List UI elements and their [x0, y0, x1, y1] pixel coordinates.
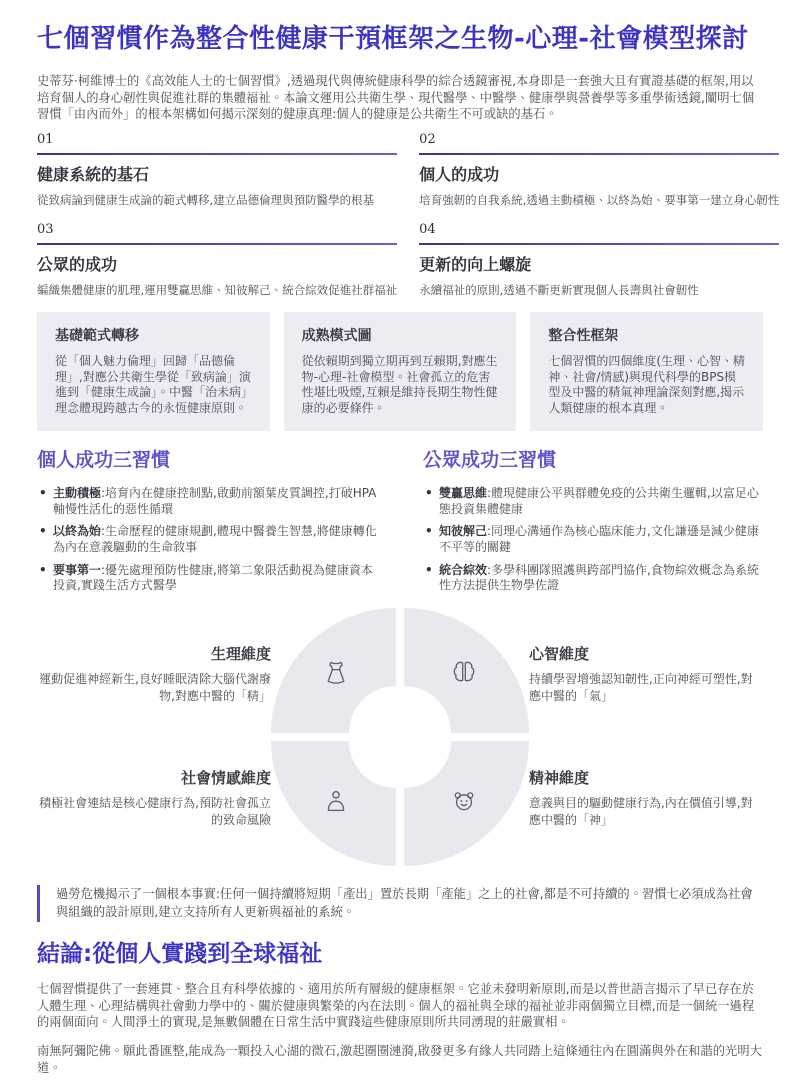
section-number: 04 — [419, 222, 436, 238]
private-victory-column — [37, 449, 377, 600]
donut-quadrant-spiritual — [404, 741, 529, 866]
card-body: 從依賴期到獨立期再到互賴期,對應生物-心理-社會模型。社會孤立的危害性堪比吸煙,互賴是維持長期生物性健康的必要條件。 — [301, 354, 498, 415]
four-dimensions-diagram — [37, 605, 763, 877]
column-heading: 公眾成功三習慣 — [423, 449, 557, 472]
section-divider — [37, 243, 397, 245]
section-title: 公眾的成功 — [37, 254, 118, 274]
concept-cards — [37, 312, 763, 432]
public-victory-column — [423, 449, 763, 600]
habit-term: 知彼解己 — [439, 524, 488, 539]
section-title: 個人的成功 — [419, 165, 500, 185]
dimension-title: 心智維度 — [529, 644, 590, 663]
section-description: 永續福祉的原則,透過不斷更新實現個人長壽與社會韌性 — [419, 282, 699, 297]
habit-text: :同理心溝通作為核心臨床能力,文化謙遜是減少健康不平等的關鍵 — [439, 524, 759, 555]
column-heading: 個人成功三習慣 — [37, 449, 171, 472]
card-body: 從「個人魅力倫理」回歸「品德倫理」,對應公共衛生學從「致病論」演進到「健康生成論」。中醫「治未病」理念體現跨越古今的永恆健康原則。 — [55, 354, 251, 415]
habit-item — [37, 563, 377, 594]
habit-list — [423, 486, 763, 594]
dimension-physical — [37, 645, 271, 705]
habit-term: 以終為始 — [53, 524, 102, 539]
habit-text: :培育內在健康控制點,啟動前額葉皮質調控,打破HPA軸慢性活化的惡性循環 — [53, 486, 377, 516]
section-divider — [419, 153, 779, 155]
habit-item — [423, 486, 763, 517]
card-paradigm-shift — [37, 312, 270, 432]
donut-chart — [268, 605, 532, 869]
habit-columns — [37, 449, 763, 600]
card-integrative-framework — [530, 312, 763, 432]
section-title: 更新的向上螺旋 — [419, 254, 532, 274]
conclusion-paragraph-2: 南無阿彌陀佛。願此番匯整,能成為一顆投入心湖的微石,激起圈圈漣漪,啟發更多有緣人共同踏上這條通往內在圓滿與外在和諧的光明大道。 — [37, 1044, 762, 1075]
dimension-social — [37, 769, 271, 829]
habit-text: :優先處理預防性健康,將第二象限活動視為健康資本投資,實踐生活方式醫學 — [53, 562, 373, 593]
donut-quadrant-social — [271, 741, 396, 866]
dimension-title: 精神維度 — [529, 768, 590, 787]
conclusion-heading: 結論:從個人實踐到全球福祉 — [37, 940, 323, 967]
card-body: 七個習慣的四個維度(生理、心智、精神、社會/情感)與現代科學的BPS模型及中醫的精氣神理論深刻對應,揭示人類健康的根本真理。 — [548, 354, 746, 415]
dimension-description: 持續學習增強認知韌性,正向神經可塑性,對應中醫的「氣」 — [529, 672, 753, 703]
dimension-description: 意義與目的驅動健康行為,內在價值引導,對應中醫的「神」 — [529, 796, 753, 827]
section-number: 03 — [37, 222, 54, 238]
habit-term: 統合綜效 — [439, 562, 488, 577]
section-number: 02 — [419, 132, 436, 148]
dimension-spiritual — [529, 769, 763, 829]
section-03 — [37, 222, 397, 298]
habit-text: :多學科團隊照護與跨部門協作,食物綜效概念為系統性方法提供生物學佐證 — [439, 562, 759, 593]
habit-item — [37, 486, 377, 517]
habit-item — [37, 524, 377, 555]
page-title: 七個習慣作為整合性健康干預框架之生物-心理-社會模型探討 — [37, 24, 749, 54]
dimension-description: 運動促進神經新生,良好睡眠清除大腦代謝廢物,對應中醫的「精」 — [39, 672, 271, 703]
section-number: 01 — [37, 132, 54, 148]
habit-list — [37, 486, 377, 594]
section-description: 培育強韌的自我系統,透過主動積極、以終為始、要事第一建立身心韌性 — [419, 193, 780, 208]
habit-term: 雙贏思維 — [439, 486, 488, 501]
dimension-description: 積極社會連結是核心健康行為,預防社會孤立的致命風險 — [39, 796, 271, 827]
conclusion-paragraph-1: 七個習慣提供了一套連貫、整合且有科學依據的、適用於所有層級的健康框架。它並未發明新原則,而是以普世語言揭示了早已存在於人體生理、心理結構與社會動力學中的、關於健康與繁榮的內在法則。個人的福祉與全球的福祉並非兩個獨立目標,而是一個統一過程的兩個面向。人間淨土的實現,是無數個體在日常生活中實踐這些健康原則所共同湧現的莊嚴實相。 — [37, 982, 755, 1030]
donut-quadrant-mental — [404, 608, 529, 733]
numbered-sections — [37, 132, 780, 298]
section-description: 從致病論到健康生成論的範式轉移,建立品德倫理與預防醫學的根基 — [37, 193, 375, 208]
habit-item — [423, 563, 763, 594]
dimension-title: 生理維度 — [210, 644, 271, 663]
habit-text: :生命歷程的健康規劃,體現中醫養生智慧,將健康轉化為內在意義驅動的生命敘事 — [53, 524, 377, 555]
section-02 — [419, 132, 779, 208]
habit-item — [423, 524, 763, 555]
section-divider — [37, 153, 397, 155]
dimension-title: 社會情感維度 — [180, 768, 271, 787]
dimension-mental — [529, 645, 763, 705]
pullquote: 過勞危機揭示了一個根本事實:任何一個持續將短期「產出」置於長期「產能」之上的社會,都是不可持續的。習慣七必須成為社會與組織的設計原則,建立支持所有人更新與福祉的系統。 — [37, 885, 763, 922]
intro-paragraph: 史蒂芬·柯維博士的《高效能人士的七個習慣》,透過現代與傳統健康科學的綜合透鏡審視,本身即是一套強大且有實證基礎的框架,用以培育個人的身心韌性與促進社群的集體福祉。本論文運用公共衛生學、現代醫學、中醫學、健康學與營養學等多重學術透鏡,闡明七個習慣「由內而外」的根本架構如何揭示深刻的健康真理:個人的健康是公共衛生不可或缺的基石。 — [37, 74, 755, 121]
donut-quadrant-physical — [271, 608, 396, 733]
section-description: 編織集體健康的肌理,運用雙贏思維、知彼解己、統合綜效促進社群福祉 — [37, 282, 398, 297]
card-title: 成熟模式圖 — [301, 327, 372, 344]
section-01 — [37, 132, 397, 208]
conclusion-section — [37, 940, 763, 1076]
habit-text: :體現健康公平與群體免疫的公共衛生邏輯,以富足心態投資集體健康 — [439, 486, 759, 516]
section-title: 健康系統的基石 — [37, 165, 150, 185]
card-title: 基礎範式轉移 — [55, 327, 139, 344]
habit-term: 要事第一 — [53, 562, 102, 577]
card-maturity-continuum — [284, 312, 517, 432]
habit-term: 主動積極 — [53, 486, 102, 501]
section-04 — [419, 222, 779, 298]
card-title: 整合性框架 — [548, 327, 619, 344]
section-divider — [419, 243, 779, 245]
